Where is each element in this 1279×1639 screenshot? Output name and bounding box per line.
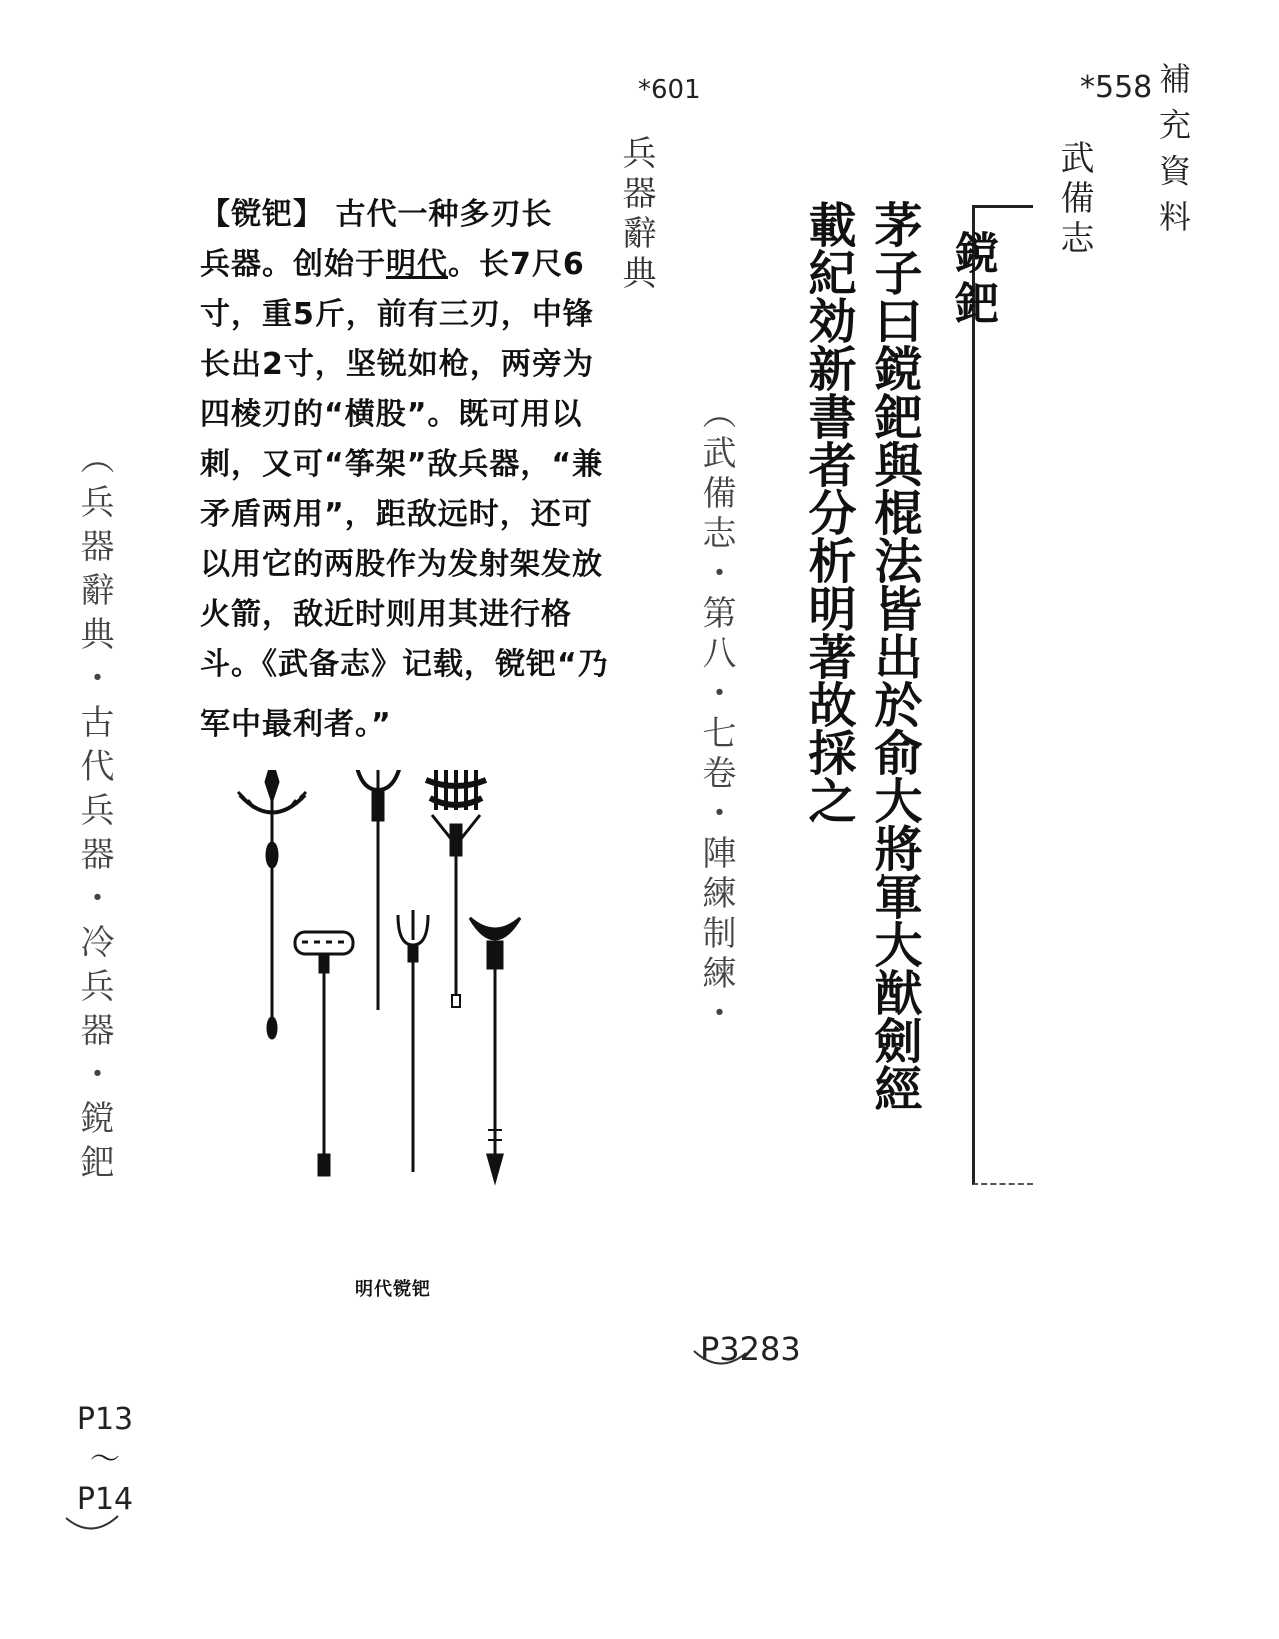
entry-line: 兵器。创始于 bbox=[200, 247, 386, 282]
weapon-1 bbox=[238, 770, 306, 1038]
weapon-dictionary-citation: （兵器辭典・古代兵器・冷兵器・鎲鈀 bbox=[74, 440, 114, 1188]
classical-title: 鎲鈀 bbox=[947, 230, 998, 330]
weapon-4 bbox=[295, 932, 353, 1175]
entry-line: 矛盾两用”，距敌远时，还可 bbox=[200, 497, 593, 532]
dictionary-entry bbox=[200, 190, 610, 750]
source-number-558: *558 bbox=[1080, 70, 1153, 105]
weapon-5 bbox=[398, 910, 428, 1172]
entry-line: 火箭，敌近时则用其进行格 bbox=[200, 597, 572, 632]
classical-column-1: 茅子曰鎲鈀與棍法皆出於俞大將軍大猷劍經 bbox=[866, 200, 922, 1112]
entry-line: 斗。《武备志》记载，镋钯“乃 bbox=[200, 647, 609, 682]
entry-underlined-term: 明代 bbox=[386, 247, 448, 282]
source-title-weapon-dictionary: 兵器辭典 bbox=[616, 135, 656, 295]
entry-line: 古代一种多刃长 bbox=[324, 197, 553, 232]
entry-line: 军中最利者。” bbox=[200, 707, 392, 742]
supplement-label: 補充資料 bbox=[1154, 62, 1192, 246]
underline-curve bbox=[62, 1510, 122, 1540]
weapon-2 bbox=[355, 770, 402, 1010]
entry-headword: 【镋钯】 bbox=[200, 197, 324, 232]
entry-line: 。长7尺6 bbox=[448, 247, 585, 282]
page-number-p3283: P3283 bbox=[700, 1330, 801, 1368]
source-number-601: *601 bbox=[638, 75, 701, 105]
source-title-wubeizhi: 武備志 bbox=[1054, 140, 1094, 260]
weapon-6 bbox=[470, 918, 520, 1180]
page-range bbox=[70, 1400, 140, 1520]
page-range-separator: ～ bbox=[90, 1442, 120, 1477]
underline-curve bbox=[690, 1345, 750, 1375]
entry-line: 四棱刃的“横股”。既可用以 bbox=[200, 397, 583, 432]
page-start: P13 bbox=[76, 1402, 134, 1437]
entry-line: 以用它的两股作为发射架发放 bbox=[200, 547, 603, 582]
weapon-illustration bbox=[230, 770, 560, 1240]
wubeizhi-citation: （武備志・第八・七卷・陣練制練・ bbox=[696, 395, 736, 1035]
page-end: P14 bbox=[76, 1482, 134, 1517]
classical-column-2: 載紀効新書者分析明著故採之 bbox=[800, 200, 856, 824]
weapon-3 bbox=[426, 770, 486, 1007]
entry-line: 寸，重5斤，前有三刃，中锋 bbox=[200, 297, 594, 332]
illustration-caption: 明代镋钯 bbox=[355, 1279, 431, 1300]
entry-bracket bbox=[972, 205, 1033, 1185]
entry-line: 刺，又可“筝架”敌兵器，“兼 bbox=[200, 447, 604, 482]
entry-line: 长出2寸，坚锐如枪，两旁为 bbox=[200, 347, 594, 382]
